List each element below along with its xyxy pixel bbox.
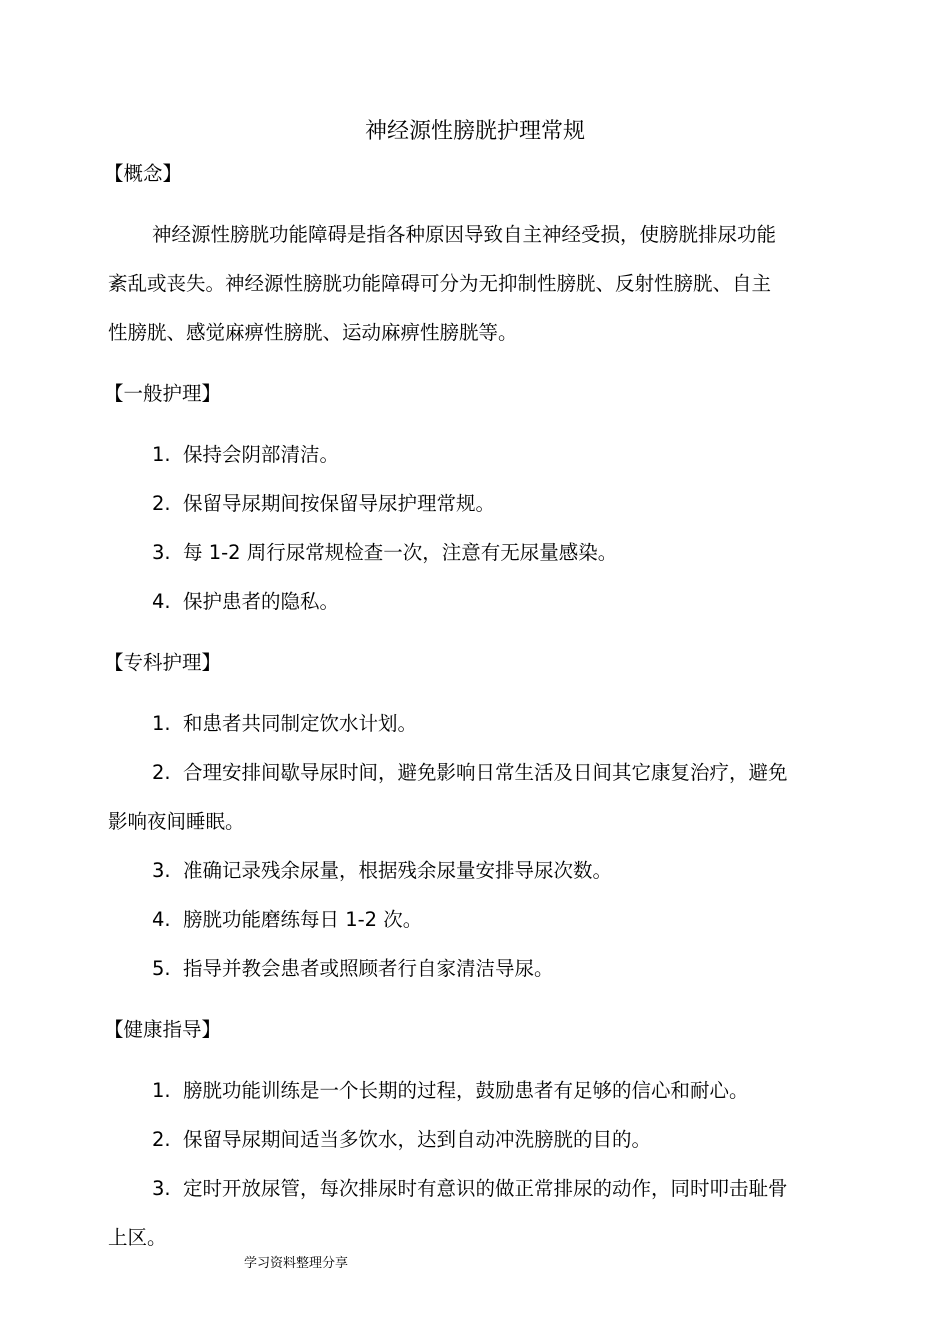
item-number: 3. <box>152 859 171 882</box>
item-number: 1. <box>152 443 171 466</box>
item-number: 2. <box>152 1128 171 1151</box>
list-item <box>108 846 850 895</box>
list-item <box>108 1115 850 1164</box>
list-item <box>108 528 850 577</box>
item-text: 保持会阴部清洁。 <box>183 443 340 466</box>
item-number: 2. <box>152 492 171 515</box>
item-text: 膀胱功能磨练每日 1-2 次。 <box>183 908 423 931</box>
document-body <box>104 160 850 1262</box>
list-item <box>108 699 850 748</box>
list-item <box>108 577 850 626</box>
list-item <box>108 479 850 528</box>
item-number: 4. <box>152 908 171 931</box>
concept-paragraph <box>108 210 850 357</box>
item-text: 准确记录残余尿量，根据残余尿量安排导尿次数。 <box>183 859 613 882</box>
general-care-list <box>108 430 850 626</box>
list-item <box>108 944 850 993</box>
item-text: 保留导尿期间适当多饮水，达到自动冲洗膀胱的目的。 <box>183 1128 652 1151</box>
item-number: 5. <box>152 957 171 980</box>
item-text: 膀胱功能训练是一个长期的过程，鼓励患者有足够的信心和耐心。 <box>183 1079 749 1102</box>
section-heading-general-care: 【一般护理】 <box>104 382 222 405</box>
list-item-continuation: 上区。 <box>108 1226 167 1249</box>
item-text: 指导并教会患者或照顾者行自家清洁导尿。 <box>183 957 554 980</box>
section-heading-specialist-care: 【专科护理】 <box>104 651 222 674</box>
item-number: 1. <box>152 1079 171 1102</box>
item-number: 1. <box>152 712 171 735</box>
list-item-continuation: 影响夜间睡眠。 <box>108 810 245 833</box>
item-text: 保留导尿期间按保留导尿护理常规。 <box>183 492 496 515</box>
health-guidance-list <box>108 1066 850 1262</box>
item-text: 每 1-2 周行尿常规检查一次，注意有无尿量感染。 <box>183 541 618 564</box>
list-item <box>108 1164 850 1213</box>
item-text: 合理安排间歇导尿时间，避免影响日常生活及日间其它康复治疗，避免 <box>183 761 788 784</box>
list-item <box>108 895 850 944</box>
item-number: 3. <box>152 541 171 564</box>
item-text: 定时开放尿管，每次排尿时有意识的做正常排尿的动作，同时叩击耻骨 <box>183 1177 788 1200</box>
item-number: 2. <box>152 761 171 784</box>
list-item <box>108 1066 850 1115</box>
list-item <box>108 430 850 479</box>
item-text: 保护患者的隐私。 <box>183 590 340 613</box>
specialist-care-list <box>108 699 850 993</box>
section-heading-concept: 【概念】 <box>104 162 183 185</box>
document-title: 神经源性膀胱护理常规 <box>364 119 585 144</box>
paragraph-line: 神经源性膀胱功能障碍是指各种原因导致自主神经受损，使膀胱排尿功能 <box>152 223 777 246</box>
paragraph-line: 性膀胱、感觉麻痹性膀胱、运动麻痹性膀胱等。 <box>108 321 518 344</box>
paragraph-line: 紊乱或丧失。神经源性膀胱功能障碍可分为无抑制性膀胱、反射性膀胱、自主 <box>108 272 772 295</box>
item-number: 3. <box>152 1177 171 1200</box>
item-number: 4. <box>152 590 171 613</box>
section-heading-health-guidance: 【健康指导】 <box>104 1018 222 1041</box>
list-item <box>108 748 850 797</box>
item-text: 和患者共同制定饮水计划。 <box>183 712 418 735</box>
page-footer: 学习资料整理分享 <box>244 1256 349 1271</box>
